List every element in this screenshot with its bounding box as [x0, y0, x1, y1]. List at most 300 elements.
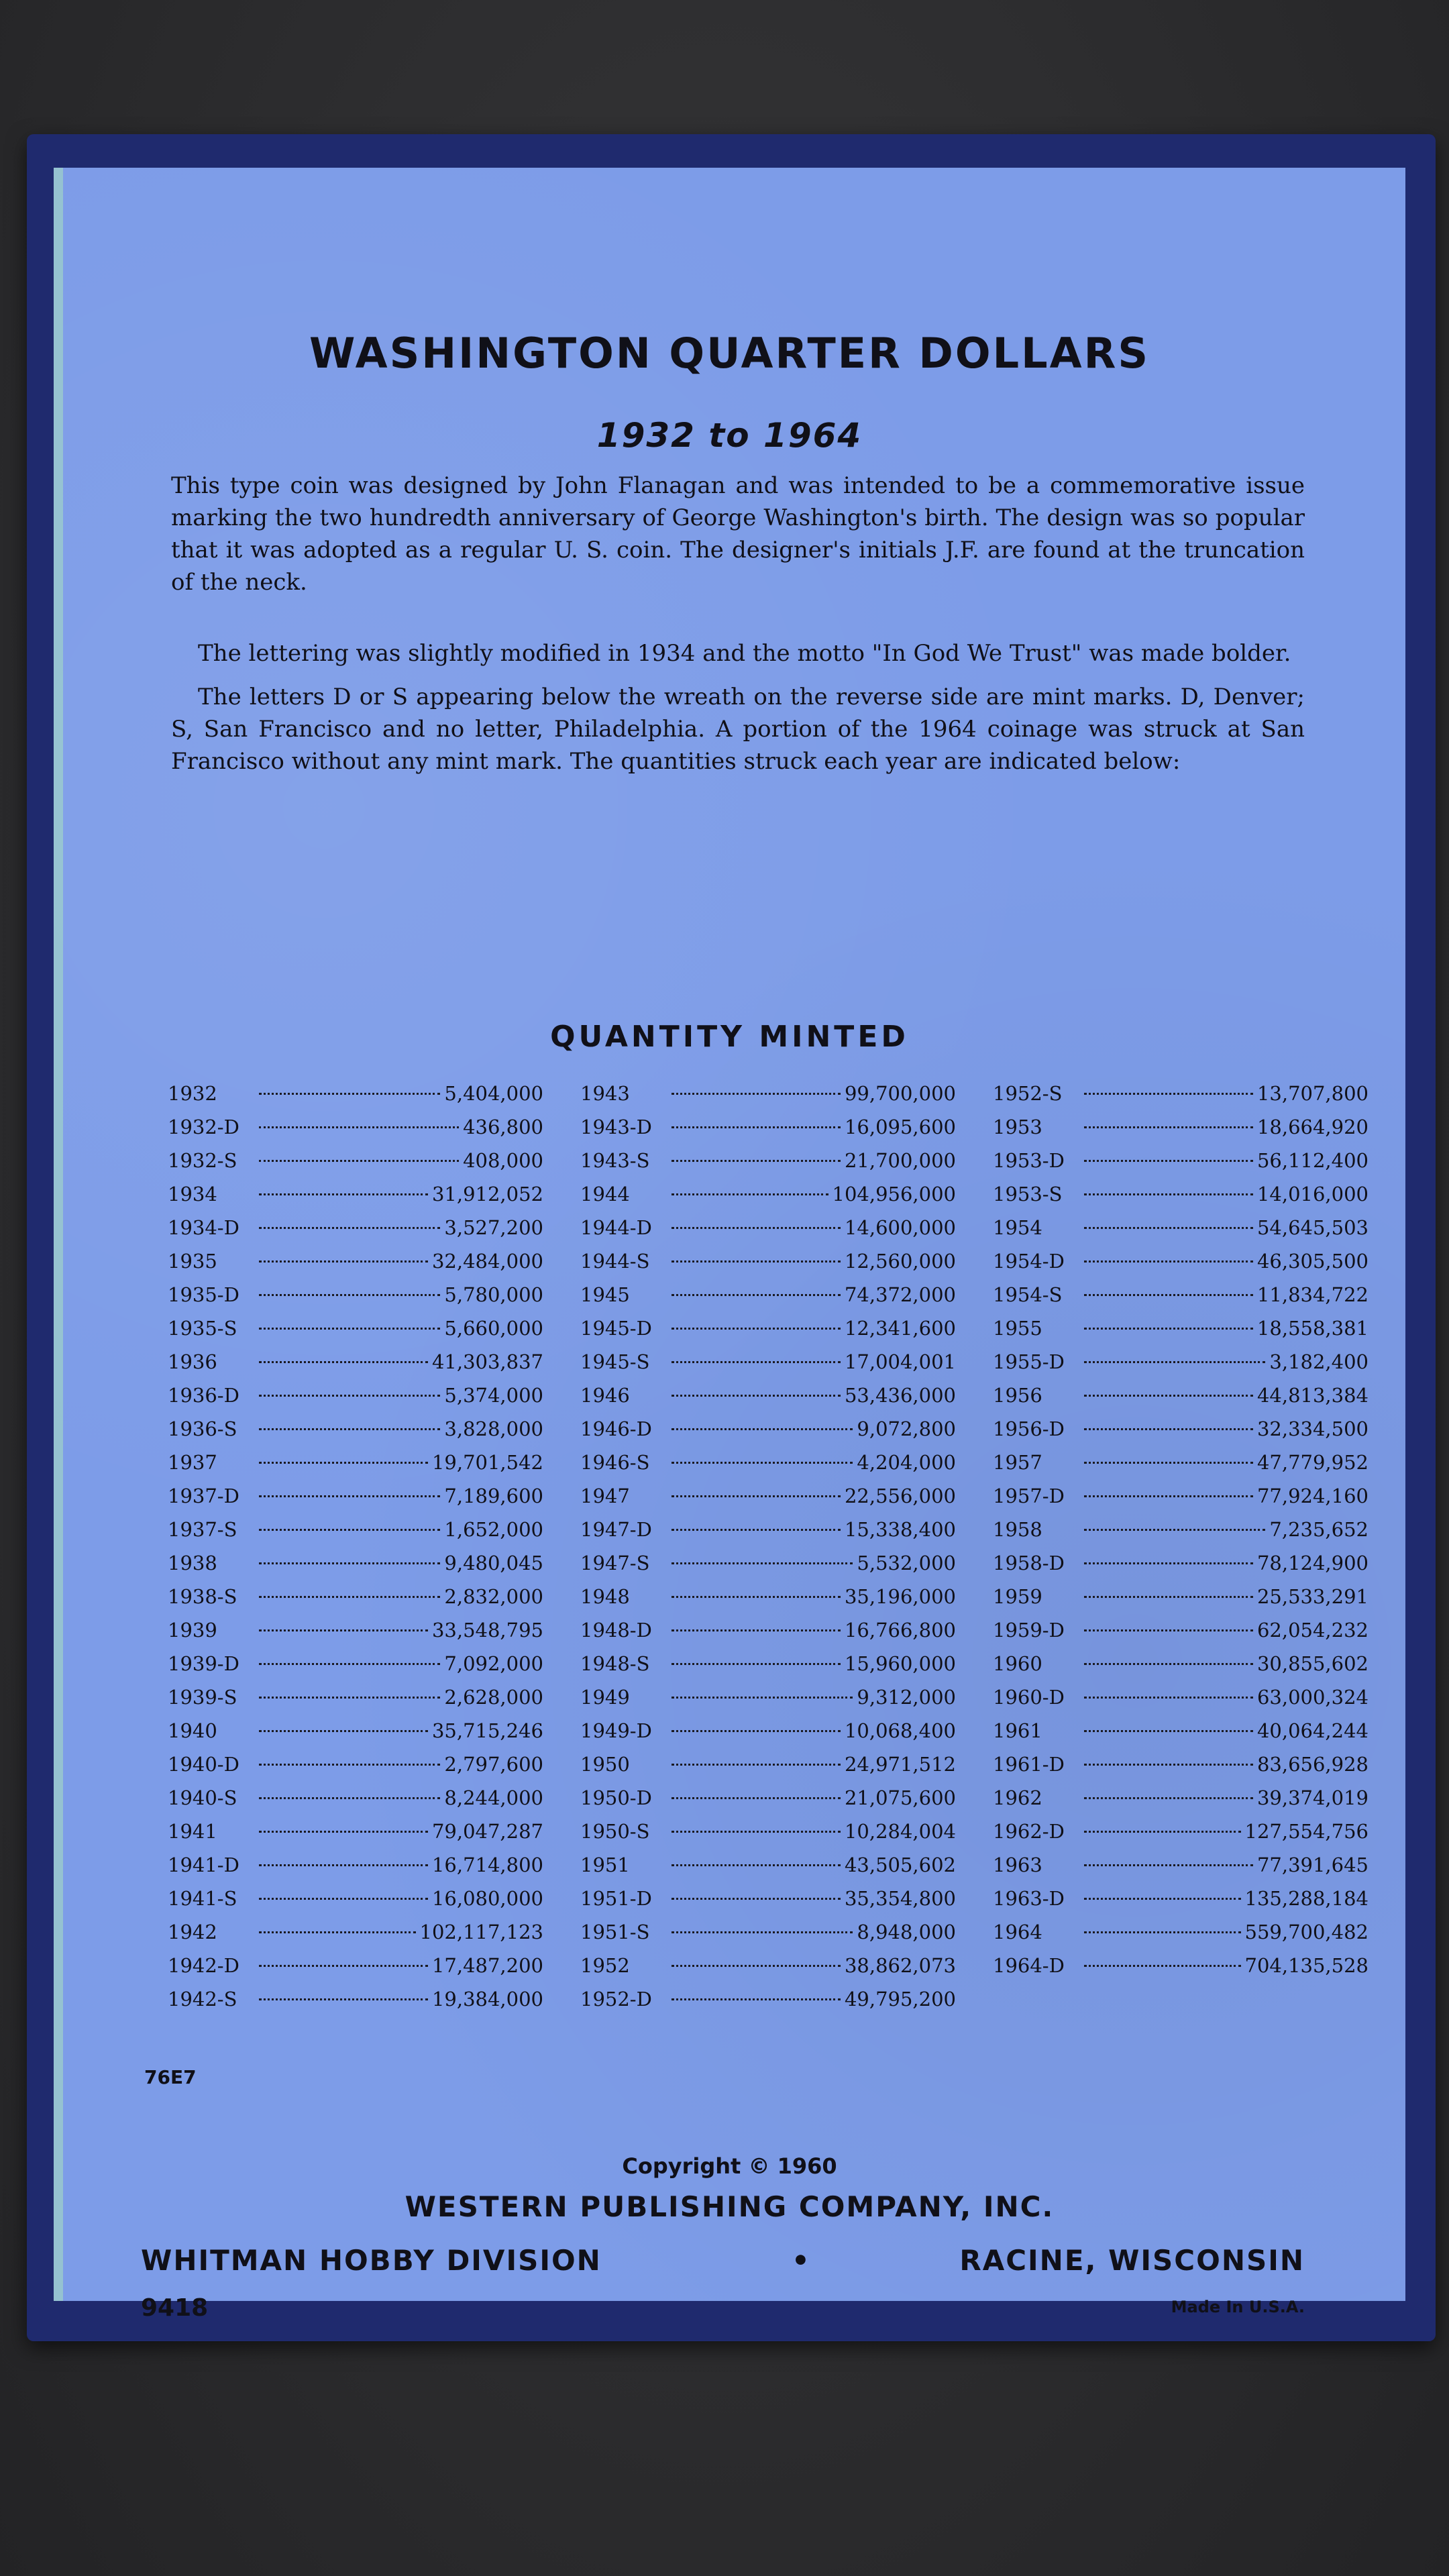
mintage-row [993, 1446, 1368, 1479]
mintage-row [580, 1446, 956, 1479]
dot-leader [672, 1730, 841, 1732]
mint-quantity: 15,960,000 [844, 1652, 956, 1675]
mint-quantity: 9,312,000 [857, 1686, 956, 1709]
mint-quantity: 15,338,400 [844, 1518, 956, 1541]
dot-leader [1084, 1596, 1253, 1598]
separator-bullet: • [792, 2244, 810, 2277]
mintage-row [168, 1311, 543, 1345]
mint-year: 1945-D [580, 1317, 652, 1340]
mintage-row [168, 1714, 543, 1748]
mintage-row [168, 1412, 543, 1446]
mint-year: 1943 [580, 1082, 630, 1105]
mint-quantity: 63,000,324 [1256, 1686, 1368, 1709]
mint-quantity: 1,652,000 [444, 1518, 543, 1541]
mint-quantity: 78,124,900 [1256, 1552, 1368, 1574]
mintage-row [168, 1513, 543, 1546]
mintage-row [580, 1982, 956, 2016]
mintage-row [580, 1748, 956, 1781]
mint-quantity: 14,600,000 [844, 1216, 956, 1239]
mint-quantity: 25,533,291 [1256, 1585, 1368, 1608]
mint-quantity: 2,832,000 [444, 1585, 543, 1608]
mint-year: 1947 [580, 1485, 630, 1507]
mint-year: 1948-S [580, 1652, 650, 1675]
mint-year: 1960-D [993, 1686, 1065, 1709]
mint-year: 1932-S [168, 1149, 237, 1172]
mintage-row [168, 1244, 543, 1278]
dot-leader [1084, 1764, 1253, 1766]
mint-year: 1938 [168, 1552, 217, 1574]
dot-leader [1084, 1697, 1253, 1699]
mint-quantity: 408,000 [463, 1149, 543, 1172]
dot-leader [672, 1160, 841, 1162]
mint-year: 1957-D [993, 1485, 1065, 1507]
mint-quantity: 4,204,000 [857, 1451, 956, 1474]
mint-year: 1946-S [580, 1451, 650, 1474]
dot-leader [259, 1965, 428, 1967]
dot-leader [672, 1931, 853, 1933]
mint-quantity: 16,714,800 [431, 1854, 543, 1876]
intro-paragraph-design: This type coin was designed by John Flanagan and was intended to be a commemorative issue marking the two hundredth anniversary of George Washington's birth. The design was so popular that it was adopted as a regular U. S. coin. The designer's initials J.F. are found at the truncation of the neck. [171, 472, 1305, 596]
mint-year: 1952-D [580, 1988, 652, 2010]
mintage-column-2 [580, 1077, 956, 2016]
mint-quantity: 10,284,004 [844, 1820, 956, 1843]
mint-quantity: 77,924,160 [1256, 1485, 1368, 1507]
mint-year: 1942-S [168, 1988, 237, 2010]
mintage-row [580, 1949, 956, 1982]
mintage-row [993, 1848, 1368, 1882]
mintage-row [168, 1211, 543, 1244]
mint-year: 1936-D [168, 1384, 239, 1407]
dot-leader [672, 1328, 841, 1330]
mint-year: 1951-D [580, 1887, 652, 1910]
dot-leader [672, 1663, 841, 1665]
mintage-row [993, 1748, 1368, 1781]
mint-quantity: 35,715,246 [431, 1719, 543, 1742]
mintage-column-1 [168, 1077, 543, 2016]
dot-leader [672, 1495, 841, 1497]
mint-quantity: 135,288,184 [1244, 1887, 1368, 1910]
mint-quantity: 18,664,920 [1256, 1116, 1368, 1138]
mint-quantity: 99,700,000 [844, 1082, 956, 1105]
dot-leader [259, 1093, 440, 1095]
mint-quantity: 16,095,600 [844, 1116, 956, 1138]
mintage-row [168, 1647, 543, 1680]
dot-leader [672, 1193, 828, 1195]
dot-leader [1084, 1663, 1253, 1665]
mintage-row [580, 1647, 956, 1680]
mint-year: 1946 [580, 1384, 630, 1407]
dot-leader [1084, 1730, 1253, 1732]
mint-year: 1959-D [993, 1619, 1065, 1642]
dot-leader [259, 1361, 428, 1363]
division-name: WHITMAN HOBBY DIVISION [141, 2244, 602, 2277]
mint-quantity: 13,707,800 [1256, 1082, 1368, 1105]
mint-year: 1942 [168, 1921, 217, 1943]
mintage-row [993, 1949, 1368, 1982]
mint-quantity: 17,004,001 [844, 1350, 956, 1373]
dot-leader [672, 1462, 853, 1464]
mintage-row [993, 1077, 1368, 1110]
mint-quantity: 5,532,000 [857, 1552, 956, 1574]
dot-leader [1084, 1898, 1241, 1900]
mint-quantity: 436,800 [463, 1116, 543, 1138]
mint-year: 1939-S [168, 1686, 237, 1709]
mintage-row [580, 1613, 956, 1647]
dot-leader [259, 1395, 440, 1397]
mint-year: 1947-D [580, 1518, 652, 1541]
dot-leader [1084, 1495, 1253, 1497]
mintage-row [993, 1144, 1368, 1177]
mint-quantity: 31,912,052 [431, 1183, 543, 1205]
mint-year: 1942-D [168, 1954, 239, 1977]
dot-leader [1084, 1831, 1241, 1833]
dot-leader [259, 1797, 440, 1799]
dot-leader [672, 1898, 841, 1900]
mint-year: 1951-S [580, 1921, 650, 1943]
mintage-row [993, 1177, 1368, 1211]
mintage-row [580, 1311, 956, 1345]
mintage-row [993, 1311, 1368, 1345]
dot-leader [672, 1428, 853, 1430]
mintage-row [580, 1177, 956, 1211]
dot-leader [259, 1596, 440, 1598]
mint-year: 1944-D [580, 1216, 652, 1239]
mintage-row [580, 1546, 956, 1580]
dot-leader [672, 1093, 841, 1095]
mintage-row [993, 1110, 1368, 1144]
dot-leader [1084, 1562, 1253, 1564]
mintage-row [580, 1144, 956, 1177]
mint-year: 1939-D [168, 1652, 239, 1675]
page-title: WASHINGTON QUARTER DOLLARS [309, 329, 1150, 378]
mint-quantity: 40,064,244 [1256, 1719, 1368, 1742]
intro-paragraph-mint-marks: The letters D or S appearing below the wreath on the reverse side are mint marks. D, Denver; S, San Francisco and no letter, Philadelphia. A portion of the 1964 coinage was struck at San Francisco without any mint mark. The quantities struck each year are indicated below: [171, 684, 1305, 775]
dot-leader [672, 1227, 841, 1229]
mint-year: 1963 [993, 1854, 1042, 1876]
mint-year: 1964-D [993, 1954, 1065, 1977]
mint-year: 1940-S [168, 1786, 237, 1809]
mint-quantity: 19,384,000 [431, 1988, 543, 2010]
mint-quantity: 14,016,000 [1256, 1183, 1368, 1205]
dot-leader [259, 1193, 428, 1195]
intro-paragraph-lettering: The lettering was slightly modified in 1934 and the motto "In God We Trust" was made bolder. [198, 640, 1291, 667]
dot-leader [1084, 1797, 1253, 1799]
mintage-row [168, 1882, 543, 1915]
mint-quantity: 39,374,019 [1256, 1786, 1368, 1809]
folder-inside-page [54, 168, 1405, 2322]
mintage-row [168, 1077, 543, 1110]
mint-quantity: 43,505,602 [844, 1854, 956, 1876]
mint-quantity: 17,487,200 [431, 1954, 543, 1977]
dot-leader [1084, 1864, 1253, 1866]
mintage-row [993, 1882, 1368, 1915]
dot-leader [672, 1596, 841, 1598]
mint-year: 1952-S [993, 1082, 1063, 1105]
dot-leader [259, 1260, 428, 1263]
dot-leader [672, 1998, 841, 2000]
mint-quantity: 56,112,400 [1256, 1149, 1368, 1172]
dot-leader [672, 1260, 841, 1263]
mint-year: 1945-S [580, 1350, 650, 1373]
mint-year: 1936 [168, 1350, 217, 1373]
dot-leader [259, 1428, 440, 1430]
dot-leader [672, 1562, 853, 1564]
mint-quantity: 104,956,000 [832, 1183, 956, 1205]
dot-leader [1084, 1193, 1253, 1195]
mint-year: 1962 [993, 1786, 1042, 1809]
mint-year: 1932-D [168, 1116, 239, 1138]
dot-leader [1084, 1328, 1253, 1330]
mint-year: 1954 [993, 1216, 1042, 1239]
mint-quantity: 22,556,000 [844, 1485, 956, 1507]
mint-quantity: 62,054,232 [1256, 1619, 1368, 1642]
mintage-row [993, 1379, 1368, 1412]
mint-quantity: 35,354,800 [844, 1887, 956, 1910]
mint-year: 1958-D [993, 1552, 1065, 1574]
dot-leader [1084, 1428, 1253, 1430]
dot-leader [259, 1328, 440, 1330]
mint-quantity: 7,092,000 [444, 1652, 543, 1675]
dot-leader [259, 1294, 440, 1296]
mintage-row [168, 1177, 543, 1211]
mintage-row [993, 1647, 1368, 1680]
mint-quantity: 5,374,000 [444, 1384, 543, 1407]
mint-quantity: 30,855,602 [1256, 1652, 1368, 1675]
dot-leader [259, 1529, 440, 1531]
mint-year: 1935-D [168, 1283, 239, 1306]
dot-leader [1084, 1629, 1253, 1631]
mintage-row [993, 1345, 1368, 1379]
mint-year: 1953 [993, 1116, 1042, 1138]
mint-year: 1955 [993, 1317, 1042, 1340]
mintage-row [168, 1815, 543, 1848]
dot-leader [259, 1227, 440, 1229]
publisher-location: RACINE, WISCONSIN [959, 2244, 1305, 2277]
mintage-row [580, 1077, 956, 1110]
dot-leader [1084, 1361, 1265, 1363]
mint-quantity: 33,548,795 [431, 1619, 543, 1642]
mintage-row [168, 1613, 543, 1647]
mintage-row [580, 1412, 956, 1446]
mintage-row [168, 1848, 543, 1882]
mintage-row [993, 1680, 1368, 1714]
mintage-row [993, 1613, 1368, 1647]
dot-leader [672, 1395, 841, 1397]
mintage-row [580, 1278, 956, 1311]
dot-leader [259, 1495, 440, 1497]
mint-quantity: 2,797,600 [444, 1753, 543, 1776]
mintage-row [993, 1412, 1368, 1446]
mint-year: 1953-S [993, 1183, 1063, 1205]
dot-leader [259, 1629, 428, 1631]
mint-year: 1964 [993, 1921, 1042, 1943]
mint-year: 1954-D [993, 1250, 1065, 1273]
mintage-row [580, 1848, 956, 1882]
mintage-row [993, 1546, 1368, 1580]
mint-year: 1937-S [168, 1518, 237, 1541]
dot-leader [259, 1764, 440, 1766]
mint-year: 1950-S [580, 1820, 650, 1843]
mintage-row [580, 1110, 956, 1144]
mint-year: 1940-D [168, 1753, 239, 1776]
mint-year: 1962-D [993, 1820, 1065, 1843]
dot-leader [259, 1462, 428, 1464]
mint-year: 1952 [580, 1954, 630, 1977]
mint-year: 1938-S [168, 1585, 237, 1608]
mint-quantity: 16,766,800 [844, 1619, 956, 1642]
publisher-name: WESTERN PUBLISHING COMPANY, INC. [405, 2190, 1055, 2223]
mint-year: 1950 [580, 1753, 630, 1776]
mint-quantity: 10,068,400 [844, 1719, 956, 1742]
dot-leader [1084, 1260, 1253, 1263]
mint-quantity: 127,554,756 [1244, 1820, 1368, 1843]
mint-year: 1951 [580, 1854, 630, 1876]
mint-quantity: 83,656,928 [1256, 1753, 1368, 1776]
mintage-row [580, 1915, 956, 1949]
mint-quantity: 79,047,287 [431, 1820, 543, 1843]
mintage-row [168, 1748, 543, 1781]
mintage-row [580, 1781, 956, 1815]
mint-quantity: 16,080,000 [431, 1887, 543, 1910]
mint-year: 1956-D [993, 1417, 1065, 1440]
mintage-row [580, 1815, 956, 1848]
mint-year: 1949-D [580, 1719, 652, 1742]
mintage-row [580, 1211, 956, 1244]
mint-quantity: 38,862,073 [844, 1954, 956, 1977]
dot-leader [672, 1797, 841, 1799]
mint-year: 1934 [168, 1183, 217, 1205]
mint-year: 1961 [993, 1719, 1042, 1742]
mint-quantity: 49,795,200 [844, 1988, 956, 2010]
mintage-row [993, 1513, 1368, 1546]
mint-quantity: 5,780,000 [444, 1283, 543, 1306]
dot-leader [1084, 1294, 1253, 1296]
mintage-row [993, 1714, 1368, 1748]
mint-year: 1934-D [168, 1216, 239, 1239]
mint-year: 1960 [993, 1652, 1042, 1675]
dot-leader [259, 1898, 428, 1900]
mint-year: 1957 [993, 1451, 1042, 1474]
mintage-row [580, 1479, 956, 1513]
mintage-row [168, 1144, 543, 1177]
mintage-row [993, 1244, 1368, 1278]
mint-year: 1959 [993, 1585, 1042, 1608]
mintage-column-3 [993, 1077, 1368, 1982]
mint-quantity: 32,334,500 [1256, 1417, 1368, 1440]
mintage-row [168, 1680, 543, 1714]
dot-leader [672, 1831, 841, 1833]
mint-quantity: 8,244,000 [444, 1786, 543, 1809]
mintage-row [993, 1580, 1368, 1613]
mintage-row [168, 1982, 543, 2016]
mint-quantity: 9,480,045 [444, 1552, 543, 1574]
mint-quantity: 35,196,000 [844, 1585, 956, 1608]
mintage-row [168, 1479, 543, 1513]
dot-leader [1084, 1160, 1253, 1162]
mint-quantity: 77,391,645 [1256, 1854, 1368, 1876]
mint-year: 1944 [580, 1183, 630, 1205]
mint-year: 1946-D [580, 1417, 652, 1440]
dot-leader [259, 1931, 416, 1933]
mint-quantity: 19,701,542 [431, 1451, 543, 1474]
mint-year: 1948 [580, 1585, 630, 1608]
mintage-row [993, 1815, 1368, 1848]
mint-year: 1947-S [580, 1552, 650, 1574]
quantity-minted-heading: QUANTITY MINTED [550, 1020, 909, 1054]
copyright-notice: Copyright © 1960 [622, 2153, 837, 2179]
mint-quantity: 559,700,482 [1244, 1921, 1368, 1943]
dot-leader [1084, 1395, 1253, 1397]
mintage-row [580, 1513, 956, 1546]
dot-leader [672, 1629, 841, 1631]
mint-quantity: 7,189,600 [444, 1485, 543, 1507]
dot-leader [1084, 1227, 1253, 1229]
mintage-row [168, 1345, 543, 1379]
mint-quantity: 32,484,000 [431, 1250, 543, 1273]
dot-leader [259, 1126, 459, 1128]
mintage-row [993, 1211, 1368, 1244]
mint-quantity: 24,971,512 [844, 1753, 956, 1776]
dot-leader [672, 1126, 841, 1128]
dot-leader [259, 1730, 428, 1732]
dot-leader [672, 1764, 841, 1766]
mint-year: 1948-D [580, 1619, 652, 1642]
mintage-row [168, 1379, 543, 1412]
mint-quantity: 18,558,381 [1256, 1317, 1368, 1340]
mint-quantity: 8,948,000 [857, 1921, 956, 1943]
mint-year: 1935-S [168, 1317, 237, 1340]
mint-quantity: 102,117,123 [419, 1921, 543, 1943]
mint-quantity: 3,182,400 [1269, 1350, 1368, 1373]
mint-quantity: 54,645,503 [1256, 1216, 1368, 1239]
dot-leader [1084, 1529, 1265, 1531]
mintage-row [580, 1345, 956, 1379]
mintage-row [580, 1244, 956, 1278]
mintage-row [168, 1446, 543, 1479]
mint-quantity: 5,404,000 [444, 1082, 543, 1105]
mint-quantity: 3,828,000 [444, 1417, 543, 1440]
mint-quantity: 5,660,000 [444, 1317, 543, 1340]
mint-quantity: 47,779,952 [1256, 1451, 1368, 1474]
mintage-row [168, 1546, 543, 1580]
dot-leader [259, 1697, 440, 1699]
dot-leader [259, 1864, 428, 1866]
mint-year: 1944-S [580, 1250, 650, 1273]
dot-leader [1084, 1126, 1253, 1128]
mintage-row [580, 1680, 956, 1714]
mint-quantity: 44,813,384 [1256, 1384, 1368, 1407]
mint-quantity: 41,303,837 [431, 1350, 543, 1373]
mint-quantity: 2,628,000 [444, 1686, 543, 1709]
mint-year: 1950-D [580, 1786, 652, 1809]
mintage-row [168, 1110, 543, 1144]
dot-leader [259, 1663, 440, 1665]
mint-quantity: 11,834,722 [1256, 1283, 1368, 1306]
dot-leader [672, 1697, 853, 1699]
dot-leader [672, 1294, 841, 1296]
mint-quantity: 46,305,500 [1256, 1250, 1368, 1273]
made-in-label: Made In U.S.A. [1171, 2298, 1305, 2316]
mint-quantity: 7,235,652 [1269, 1518, 1368, 1541]
mint-year: 1940 [168, 1719, 217, 1742]
dot-leader [259, 1160, 459, 1162]
mintage-row [580, 1379, 956, 1412]
dot-leader [672, 1361, 841, 1363]
mint-year: 1937-D [168, 1485, 239, 1507]
mint-year: 1937 [168, 1451, 217, 1474]
mint-year: 1939 [168, 1619, 217, 1642]
mint-quantity: 21,075,600 [844, 1786, 956, 1809]
